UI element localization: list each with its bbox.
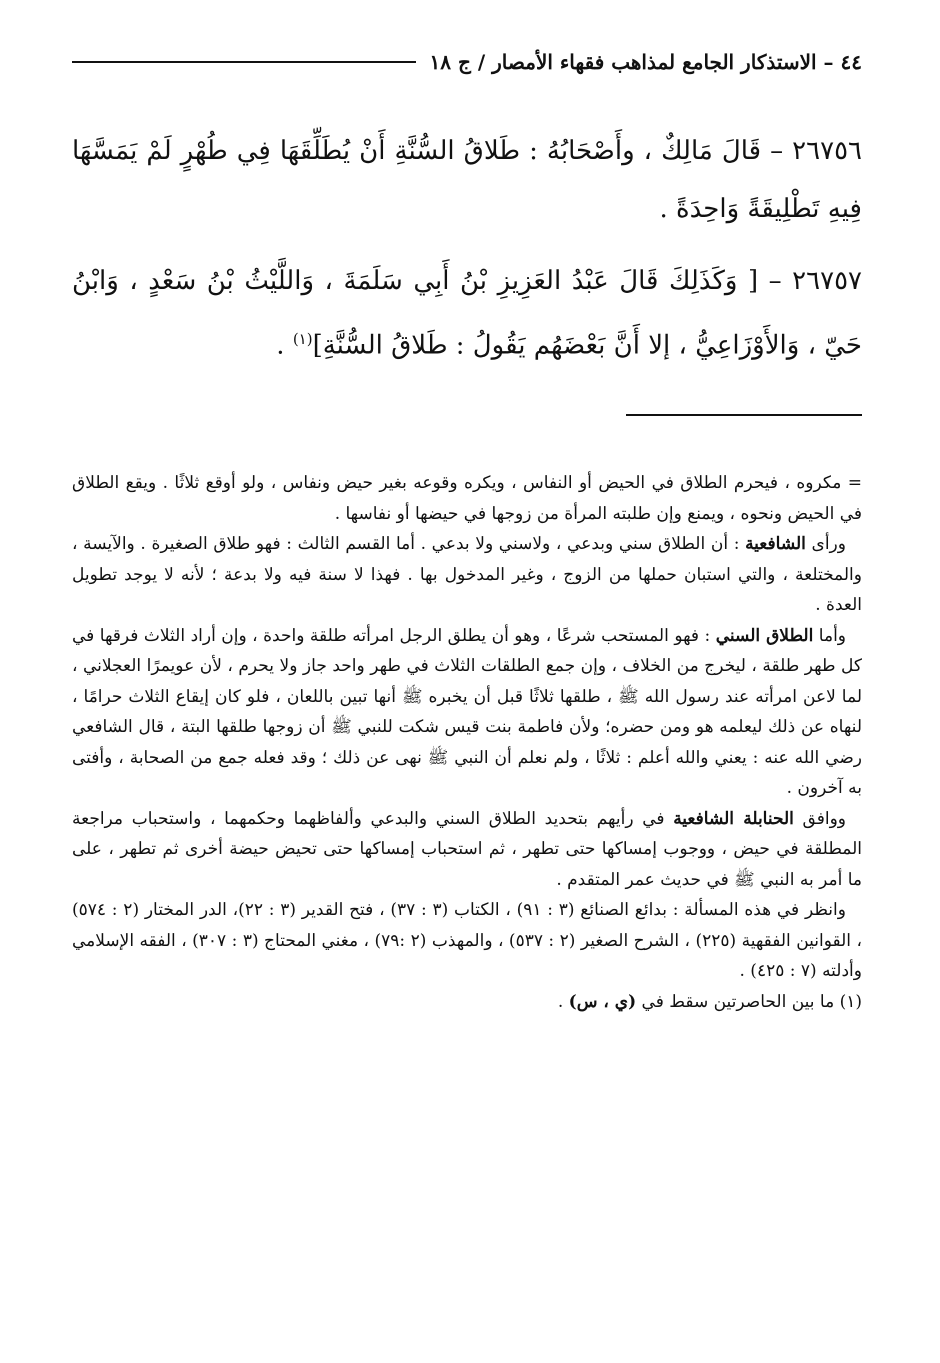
- note-hanabila-text: في رأيهم بتحديد الطلاق السني والبدعي وألفاظهما وحكمهما ، واستحباب مراجعة المطلقة في حيض ، ووجوب إمساكها حتى تطهر ، ثم استحباب إمساكها حتى تحيض حيضة أخرى ثم تطهر ، على ما أمر به النبي ﷺ في حديث عمر المتقدم .: [72, 808, 862, 890]
- note-hanabila-bold: الحنابلة الشافعية: [673, 808, 794, 829]
- note-references: وانظر في هذه المسألة : بدائع الصنائع (٣ : ٩١) ، الكتاب (٣ : ٣٧) ، فتح القدير (٣ : ٢٢)، الدر المختار (٢ : ٥٧٤) ، القوانين الفقهية (٢٢٥) ، الشرح الصغير (٢ : ٥٣٧) ، والمهذب (٢ :٧٩) ، مغني المحتاج (٣ : ٣٠٧) ، الفقه الإسلامي وأدلته (٧ : ٤٢٥) .: [72, 900, 862, 981]
- header-title: ٤٤ – الاستذكار الجامع لمذاهب فقهاء الأمصار / ج ١٨: [429, 50, 862, 74]
- paragraph-26757-text: ٢٦٧٥٧ – [ وَكَذَلِكَ قَالَ عَبْدُ العَزِيزِ بْنُ أَبِي سَلَمَةَ ، وَاللَّيْثُ بْنُ سَعْدٍ ، وَابْنُ حَيّ ، وَالأَوْزَاعِيُّ ، إلا أَنَّ بَعْضَهُم يَقُولُ : طَلاقُ السُّنَّةِ]: [72, 266, 862, 361]
- footnote-reference: (١): [292, 330, 313, 348]
- header-rule: [72, 61, 416, 63]
- note-sunni-talaq-lead: وأما: [813, 625, 846, 646]
- main-text: [72, 122, 862, 389]
- running-header: [72, 42, 862, 82]
- footnote-1-text: (١) ما بين الحاصرتين سقط في: [636, 991, 862, 1012]
- note-shafiiyya-lead: ورأى: [805, 534, 846, 554]
- footnotes: [72, 468, 862, 1017]
- note-continuation: = مكروه ، فيحرم الطلاق في الحيض أو النفاس ، ويكره وقوعه بغير حيض ونفاس ، ولو أوقع ثلاثًا . ويقع الطلاق في الحيض ونحوه ، ويمنع وإن طلبته المرأة من زوجها في حيضها أو نفاسها .: [72, 473, 862, 524]
- paragraph-26756: [72, 122, 862, 238]
- note-sunni-talaq-text: : فهو المستحب شرعًا ، وهو أن يطلق الرجل امرأته طلقة واحدة ، وإن أراد الثلاث فرقها في كل طهر طلقة ، ليخرج من الخلاف ، وإن جمع الطلقات الثلاث في طهر واحد جاز ولا يحرم ، لأن عويمرًا العجلاني ، لما لاعن امرأته عند رسول الله ﷺ ، طلقها ثلاثًا قبل أن يخبره ﷺ أنها تبين باللعان ، فلو كان إيقاع الثلاث حرامًا ، لنهاه عن ذلك ليعلمه هو ومن حضره؛ ولأن فاطمة بنت قيس شكت للنبي ﷺ أن زوجها طلقها البتة ، قال الشافعي رضي الله عنه : يعني والله أعلم : ثلاثًا ، ولم نعلم أن النبي ﷺ نهى عن ذلك ؛ وقد فعله جمع من الصحابة ، وأفتى به آخرون .: [72, 625, 862, 798]
- paragraph-26756-text: ٢٦٧٥٦ – قَالَ مَالِكٌ ، وأَصْحَابُهُ : طَلاقُ السُّنَّةِ أَنْ يُطَلِّقَهَا فِي طُهْرٍ لَمْ يَمَسَّهَا فِيهِ تَطْلِيقَةً وَاحِدَةً .: [72, 136, 862, 224]
- footnote-separator: [626, 414, 862, 416]
- note-hanabila-lead: ووافق: [793, 808, 847, 829]
- paragraph-26757-end: .: [276, 330, 293, 361]
- note-hanabila: [72, 804, 862, 896]
- note-sunni-talaq-bold: الطلاق السني: [715, 625, 814, 646]
- note-shafiiyya-text: : أن الطلاق سني وبدعي ، ولاسني ولا بدعي . أما القسم الثالث : فهو طلاق الصغيرة . والآيسة ، والمختلعة ، والتي استبان حملها من الزوج ، وغير المدخول بها . فهذا لا سنة فيه ولا بدعة ؛ لأنه لا يوجد تطويل العدة .: [72, 534, 862, 615]
- footnote-1: [72, 987, 862, 1018]
- footnote-1-end: .: [557, 991, 569, 1012]
- note-shafiiyya: [72, 529, 862, 621]
- footnote-1-sigla: (ي ، س): [568, 991, 637, 1012]
- note-sunni-talaq: [72, 621, 862, 804]
- paragraph-26757: [72, 252, 862, 375]
- note-shafiiyya-bold: الشافعية: [745, 534, 806, 554]
